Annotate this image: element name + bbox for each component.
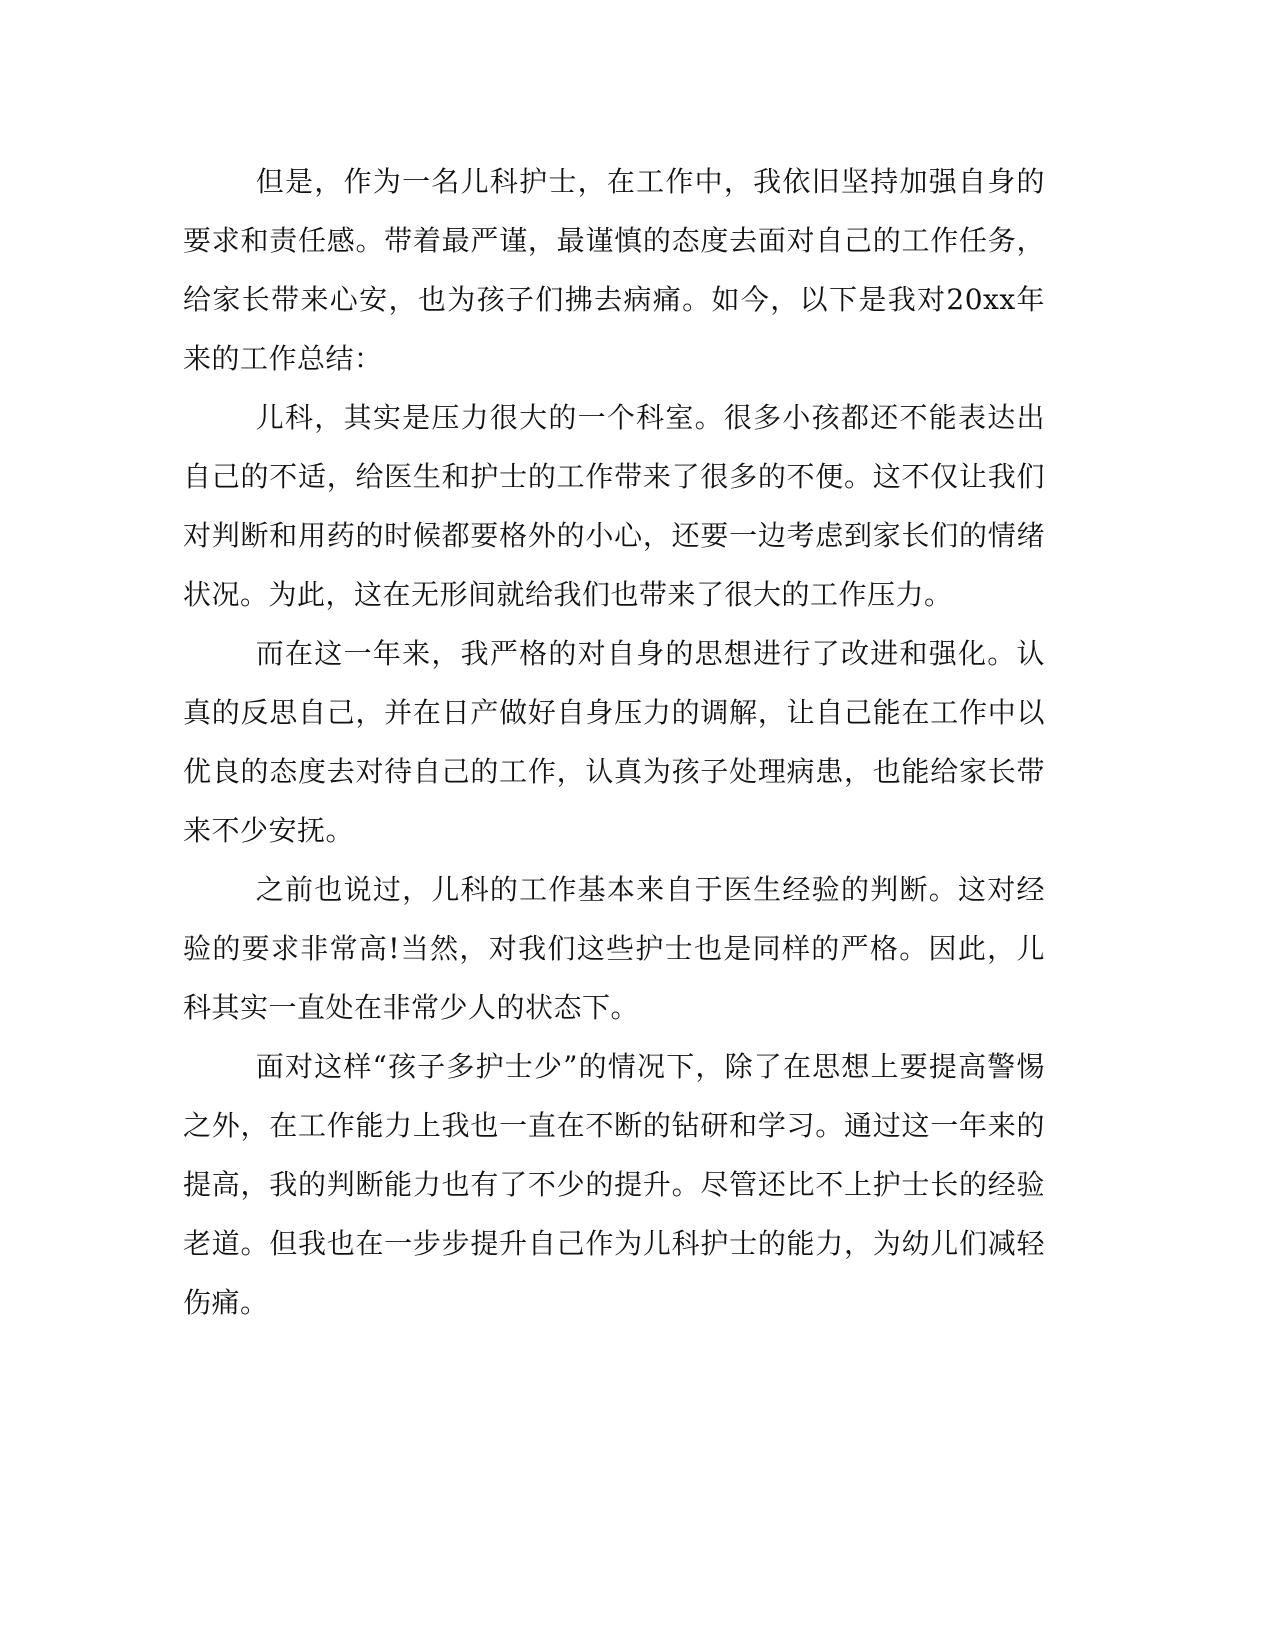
paragraph-1: 但是，作为一名儿科护士，在工作中，我依旧坚持加强自身的要求和责任感。带着最严谨，最谨慎的态度去面对自己的工作任务，给家长带来心安，也为孩子们拂去病痛。如今，以下是我对20xx年来的工作总结： xyxy=(183,165,1045,375)
document-body xyxy=(183,152,1045,1332)
paragraph-3: 而在这一年来，我严格的对自身的思想进行了改进和强化。认真的反思自己，并在日产做好自身压力的调解，让自己能在工作中以优良的态度去对待自己的工作，认真为孩子处理病患，也能给家长带来不少安抚。 xyxy=(183,637,1045,847)
paragraph-5: 面对这样“孩子多护士少”的情况下，除了在思想上要提高警惕之外，在工作能力上我也一直在不断的钻研和学习。通过这一年来的提高，我的判断能力也有了不少的提升。尽管还比不上护士长的经验老道。但我也在一步步提升自己作为儿科护士的能力，为幼儿们减轻伤痛。 xyxy=(183,1050,1045,1319)
paragraph-2: 儿科，其实是压力很大的一个科室。很多小孩都还不能表达出自己的不适，给医生和护士的工作带来了很多的不便。这不仅让我们对判断和用药的时候都要格外的小心，还要一边考虑到家长们的情绪状况。为此，这在无形间就给我们也带来了很大的工作压力。 xyxy=(183,401,1045,611)
paragraph-4: 之前也说过，儿科的工作基本来自于医生经验的判断。这对经验的要求非常高!当然，对我们这些护士也是同样的严格。因此，儿科其实一直处在非常少人的状态下。 xyxy=(183,873,1045,1024)
